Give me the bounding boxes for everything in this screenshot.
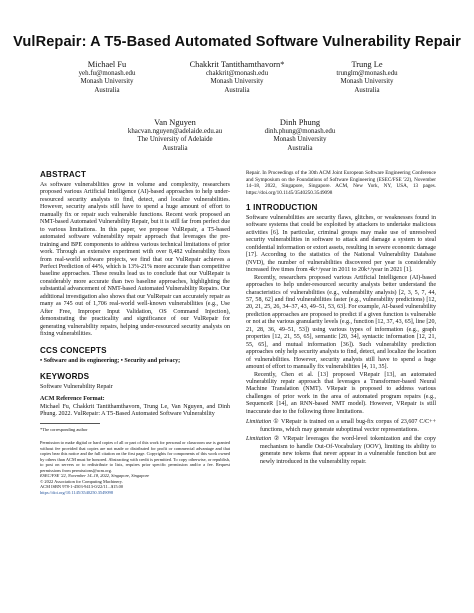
intro-paragraph: Software vulnerabilities are security flaws, glitches, or weaknesses found in software systems that could be exploited by attackers to undertake malicious activities [6]. In particular, criminal groups may make use of unresolved security vulnerabilities in software to attack and damage a system to steal confidential information or extort assets, resulting in severe economic damage [17]. According to the statistics of the National Vulnerability Database (NVD), the number of vulnerabilities discovered per year is considerably increased five times from 4k+/year in 2011 to 20k+/year in 2021 [1]. xyxy=(246,215,436,274)
paper-title: VulRepair: A T5-Based Automated Software Vulnerability Repair xyxy=(13,34,461,50)
author-block xyxy=(292,60,442,95)
copyright-line: © 2022 Association for Computing Machinery. xyxy=(40,478,123,484)
author-block xyxy=(32,60,182,95)
author-affiliation: Monash University xyxy=(80,78,134,86)
ccs-text: • Software and its engineering; • Security and privacy; xyxy=(40,357,181,364)
author-affiliation: Monash University xyxy=(273,136,327,144)
doi-link[interactable]: https://doi.org/10.1145/3540250.3549098 xyxy=(40,489,114,495)
author-country: Australia xyxy=(224,86,250,94)
acm-ref-text: Michael Fu, Chakkrit Tantithamthavorn, Trung Le, Van Nguyen, and Dinh Phung. 2022. VulRepair: A T5-Based Automated Software Vulnerability xyxy=(40,403,230,418)
author-name: Michael Fu xyxy=(87,60,127,69)
author-country: Australia xyxy=(287,144,313,152)
permission-notice: Permission to make digital or hard copies of all or part of this work for personal or classroom use is granted without fee provided that copies are not made or distributed for profit or commercial advantage and that copies bear this notice and the full citation on the first page. Copyrights for components of this work owned by others than ACM must be honored. Abstracting with credit is permitted. To copy otherwise, or republish, to post on servers or to redistribute to lists, requires prior specific permission and/or a fee. Request permissions from permissions@acm.org. xyxy=(40,440,230,473)
limitation-item xyxy=(246,436,437,466)
author-block xyxy=(225,118,375,153)
footnote-divider xyxy=(40,423,100,424)
author-name: Chakkrit Tantithamthavorn* xyxy=(189,60,285,69)
author-name: Van Nguyen xyxy=(154,118,196,127)
abstract-heading: ABSTRACT xyxy=(40,170,87,179)
abstract-text: As software vulnerabilities grow in volume and complexity, researchers proposed various Artificial Intelligence (AI)-based approaches to help under-resourced security analysts to find, detect, and localize vulnerabilities. However, security analysts still have to spend a huge amount of effort to manually fix or repair such vulnerable functions. Recent work proposed an NMT-based Automated Vulnerability Repair, but it is still far from perfect due to various limitations. In this paper, we propose VulRepair, a T5-based automated software vulnerability repair approach that leverages the pre-training and BPE components to address various technical limitations of prior work. Through an extensive experiment with over 8,482 vulnerability fixes from real-world software projects, we find that our VulRepair achieves a Perfect Prediction of 44%, which is 13%-21% more accurate than competitive baseline approaches. These results lead us to conclude that our VulRepair is considerably more accurate than two baseline approaches, highlighting the substantial advancement of NMT-based Automated Vulnerability Repairs. Our additional investigation also shows that our VulRepair can accurately repair as many as 745 out of 1,706 real-world well-known vulnerabilities (e.g., Use After Free, Improper Input Validation, OS Command Injection), demonstrating the practicality and significance of our VulRepair for generating vulnerability repairs, helping under-resourced security analysts on fixing vulnerabilities. xyxy=(40,182,230,338)
isbn-line: ACM ISBN 978-1-4503-9413-0/22/11...$15.00 xyxy=(40,484,124,490)
author-block xyxy=(162,60,312,95)
author-email: dinh.phung@monash.edu xyxy=(264,128,336,135)
limitation-text: VRepair is trained on a small bug-fix corpus of 23,607 C/C++ functions, which may generate suboptimal vector representations. xyxy=(260,419,437,433)
limitation-number: ② xyxy=(273,436,281,443)
footnote: *The corresponding author xyxy=(40,426,88,432)
conference-line: ESEC/FSE '22, November 14–18, 2022, Singapore, Singapore xyxy=(40,473,150,479)
introduction-heading: 1 INTRODUCTION xyxy=(246,203,318,212)
author-email: trunglm@monash.edu xyxy=(336,70,398,77)
author-affiliation: Monash University xyxy=(340,78,394,86)
limitation-number: ① xyxy=(273,419,280,426)
author-email: khacvan.nguyen@adelaide.edu.au xyxy=(127,128,223,135)
ccs-heading: CCS CONCEPTS xyxy=(40,345,107,355)
author-affiliation: The University of Adelaide xyxy=(137,136,213,144)
author-name: Dinh Phung xyxy=(279,118,321,127)
intro-paragraph: Recently, Chen et al. [13] proposed VRepair [13], an automated vulnerability repair approach that leverages a Transformer-based Neural Machine Translation (NMT). VRepair is proposed to address various challenges of prior work in the area of automated program repairs (e.g., SequenceR [14], an RNN-based NMT model). However, VRepair is still inaccurate due to the following three limitations. xyxy=(246,371,436,415)
limitation-text: VRepair leverages the word-level tokenization and the copy mechanism to handle Out-Of-Vocabulary (OOV), limiting its ability to generate new tokens that never appear in a vulnerable function but are newly introduced in the vulnerability repair. xyxy=(260,436,437,465)
author-email: chakkrit@monash.edu xyxy=(205,70,269,77)
author-email: yeh.fu@monash.edu xyxy=(78,70,136,77)
author-country: Australia xyxy=(162,144,188,152)
limitation-label: Limitation xyxy=(246,436,272,443)
left-column xyxy=(40,170,230,495)
acm-ref-label: ACM Reference Format: xyxy=(40,396,105,403)
limitation-label: Limitation xyxy=(246,419,272,426)
right-column xyxy=(246,170,436,466)
author-country: Australia xyxy=(354,86,380,94)
author-affiliation: Monash University xyxy=(210,78,264,86)
keywords-text: Software Vulnerability Repair xyxy=(40,383,113,390)
author-name: Trung Le xyxy=(351,60,383,69)
author-country: Australia xyxy=(94,86,120,94)
keywords-heading: KEYWORDS xyxy=(40,371,90,381)
intro-paragraph: Recently, researchers proposed various Artificial Intelligence (AI)-based approaches to help under-resourced security analysts better understand the characteristics of vulnerabilities (e.g., vulnerability analysis) [2, 3, 5, 7, 44, 57, 58, 62] and find vulnerabilities faster (e.g., vulnerability predictions) [12, 20, 21, 25, 26, 34–37, 43, 49–51, 53, 63]. For example, AI-based vulnerability prediction approaches are proposed to predict if a given function is vulnerable or not at the various granularity levels (e.g., function [12, 37, 43, 65], line [20, 21, 28, 36, 49–51, 53]) using various types of information (e.g., graph properties [12, 21, 55, 65], semantic [20, 34], syntactic information [12, 21, 55, 65], and mutual information [36]). Such vulnerability prediction approaches only help security analysts to find, detect, and localize the location of vulnerabilities. However, security analysts still have to spend a huge amount of effort to manually fix vulnerabilities [4, 11, 35]. xyxy=(246,274,436,371)
reference-format: Repair. In Proceedings of the 30th ACM Joint European Software Engineering Conference and Symposium on the Foundations of Software Engineering (ESEC/FSE '22), November 14–18, 2022, Singapore, Singapore. ACM, New York, NY, USA, 13 pages. https://doi.org/10.1145/3540250.3549098 xyxy=(246,170,436,196)
limitation-item xyxy=(246,419,437,434)
